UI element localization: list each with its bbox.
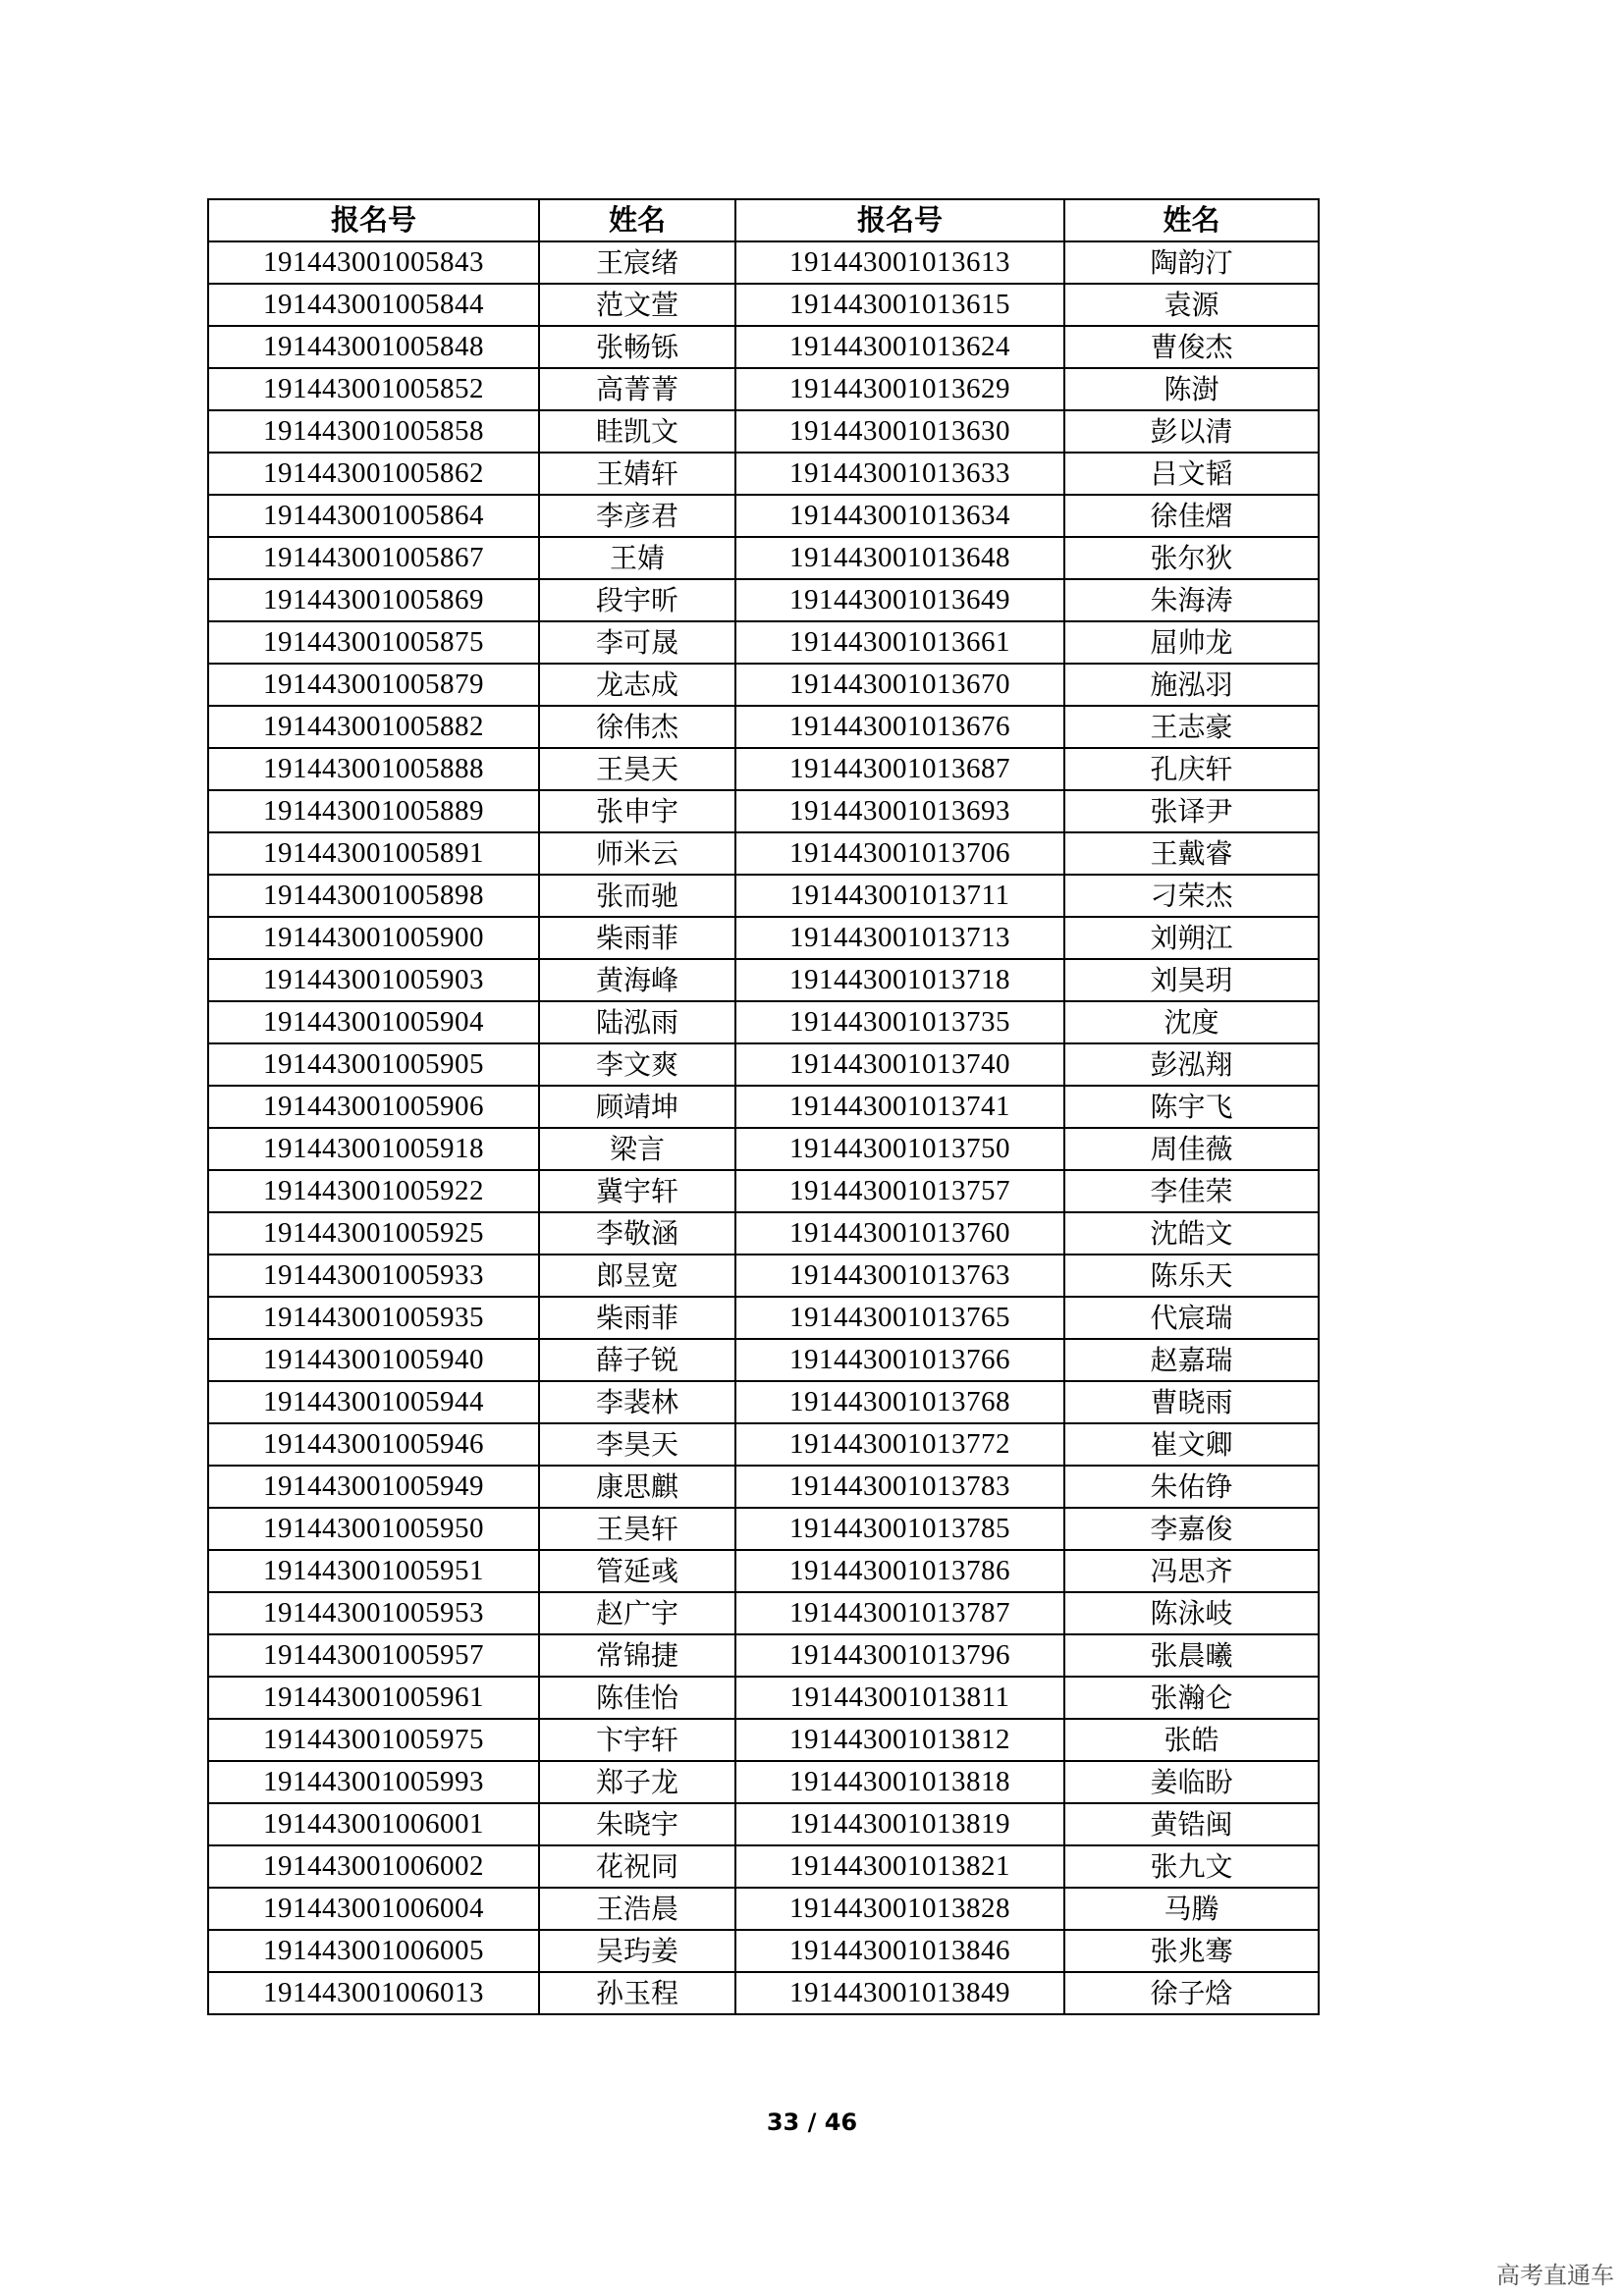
- registration-number-cell: 191443001013812: [735, 1719, 1064, 1761]
- registration-number-cell: 191443001013633: [735, 453, 1064, 495]
- table-row: [208, 1128, 1319, 1170]
- registration-number-cell: 191443001005862: [208, 453, 539, 495]
- name-cell: 李可晟: [539, 621, 735, 664]
- registration-number-cell: 191443001013783: [735, 1466, 1064, 1508]
- registration-number-cell: 191443001005879: [208, 664, 539, 706]
- registration-number-cell: 191443001013818: [735, 1761, 1064, 1803]
- name-cell: 张尔狄: [1064, 537, 1319, 579]
- name-cell: 孔庆轩: [1064, 748, 1319, 790]
- registration-number-cell: 191443001013615: [735, 284, 1064, 326]
- name-cell: 姜临盼: [1064, 1761, 1319, 1803]
- table-row: [208, 579, 1319, 621]
- name-cell: 陈乐天: [1064, 1255, 1319, 1297]
- registration-number-cell: 191443001005933: [208, 1255, 539, 1297]
- registration-number-cell: 191443001013760: [735, 1212, 1064, 1255]
- registration-number-cell: 191443001005993: [208, 1761, 539, 1803]
- registration-number-cell: 191443001005944: [208, 1381, 539, 1423]
- registration-number-cell: 191443001013757: [735, 1170, 1064, 1212]
- table-row: [208, 1255, 1319, 1297]
- registration-number-cell: 191443001005875: [208, 621, 539, 664]
- name-cell: 冯思齐: [1064, 1550, 1319, 1592]
- header-registration-number-2: 报名号: [735, 199, 1064, 241]
- registration-number-cell: 191443001013786: [735, 1550, 1064, 1592]
- registration-number-cell: 191443001005843: [208, 241, 539, 284]
- registration-number-cell: 191443001013787: [735, 1592, 1064, 1634]
- name-cell: 顾靖坤: [539, 1086, 735, 1128]
- name-cell: 张而驰: [539, 875, 735, 917]
- table-row: [208, 410, 1319, 453]
- registration-number-cell: 191443001005922: [208, 1170, 539, 1212]
- registration-number-cell: 191443001013763: [735, 1255, 1064, 1297]
- registration-number-cell: 191443001005906: [208, 1086, 539, 1128]
- table-row: [208, 1339, 1319, 1381]
- table-row: [208, 1297, 1319, 1339]
- registration-number-cell: 191443001005900: [208, 917, 539, 959]
- table-row: [208, 1086, 1319, 1128]
- name-cell: 王婧轩: [539, 453, 735, 495]
- name-cell: 陈宇飞: [1064, 1086, 1319, 1128]
- registration-number-cell: 191443001006005: [208, 1930, 539, 1972]
- header-row: [208, 199, 1319, 241]
- registration-number-cell: 191443001006013: [208, 1972, 539, 2014]
- name-cell: 沈度: [1064, 1001, 1319, 1043]
- name-cell: 王戴睿: [1064, 832, 1319, 875]
- name-cell: 花祝同: [539, 1845, 735, 1888]
- name-cell: 袁源: [1064, 284, 1319, 326]
- name-cell: 马腾: [1064, 1888, 1319, 1930]
- registration-number-cell: 191443001005925: [208, 1212, 539, 1255]
- table-row: [208, 1634, 1319, 1677]
- name-cell: 卞宇轩: [539, 1719, 735, 1761]
- table-row: [208, 832, 1319, 875]
- name-cell: 张瀚仑: [1064, 1677, 1319, 1719]
- registration-number-cell: 191443001013768: [735, 1381, 1064, 1423]
- page-number: 33 / 46: [766, 2109, 858, 2136]
- name-cell: 曹晓雨: [1064, 1381, 1319, 1423]
- registration-number-cell: 191443001005891: [208, 832, 539, 875]
- name-cell: 王志豪: [1064, 706, 1319, 748]
- table-row: [208, 664, 1319, 706]
- table-row: [208, 453, 1319, 495]
- registration-number-cell: 191443001013772: [735, 1423, 1064, 1466]
- name-cell: 黄海峰: [539, 959, 735, 1001]
- registration-number-cell: 191443001013687: [735, 748, 1064, 790]
- name-cell: 陈佳怡: [539, 1677, 735, 1719]
- registration-number-cell: 191443001013676: [735, 706, 1064, 748]
- name-cell: 梁言: [539, 1128, 735, 1170]
- registration-number-cell: 191443001013648: [735, 537, 1064, 579]
- registration-number-cell: 191443001013740: [735, 1043, 1064, 1086]
- name-cell: 朱晓宇: [539, 1803, 735, 1845]
- table-row: [208, 1972, 1319, 2014]
- registration-number-cell: 191443001013796: [735, 1634, 1064, 1677]
- table-row: [208, 1888, 1319, 1930]
- table-row: [208, 368, 1319, 410]
- name-cell: 张晨曦: [1064, 1634, 1319, 1677]
- name-cell: 代宸瑞: [1064, 1297, 1319, 1339]
- registration-number-cell: 191443001005864: [208, 495, 539, 537]
- registration-number-cell: 191443001013630: [735, 410, 1064, 453]
- watermark-text: 高考直通车: [1496, 2262, 1614, 2289]
- name-cell: 施泓羽: [1064, 664, 1319, 706]
- registration-number-cell: 191443001006002: [208, 1845, 539, 1888]
- table-row: [208, 748, 1319, 790]
- registration-number-cell: 191443001005882: [208, 706, 539, 748]
- name-cell: 眭凯文: [539, 410, 735, 453]
- name-cell: 李昊天: [539, 1423, 735, 1466]
- name-cell: 朱佑铮: [1064, 1466, 1319, 1508]
- registration-number-cell: 191443001005905: [208, 1043, 539, 1086]
- name-cell: 李彦君: [539, 495, 735, 537]
- name-cell: 曹俊杰: [1064, 326, 1319, 368]
- roster-table: [207, 198, 1320, 2015]
- table-row: [208, 1001, 1319, 1043]
- registration-number-cell: 191443001006001: [208, 1803, 539, 1845]
- name-cell: 吕文韬: [1064, 453, 1319, 495]
- table-row: [208, 1845, 1319, 1888]
- registration-number-cell: 191443001005950: [208, 1508, 539, 1550]
- name-cell: 孙玉程: [539, 1972, 735, 2014]
- table-row: [208, 1930, 1319, 1972]
- name-cell: 李敬涵: [539, 1212, 735, 1255]
- name-cell: 刘朔江: [1064, 917, 1319, 959]
- registration-number-cell: 191443001013811: [735, 1677, 1064, 1719]
- registration-number-cell: 191443001013629: [735, 368, 1064, 410]
- table-row: [208, 706, 1319, 748]
- registration-number-cell: 191443001013661: [735, 621, 1064, 664]
- name-cell: 彭泓翔: [1064, 1043, 1319, 1086]
- registration-number-cell: 191443001005858: [208, 410, 539, 453]
- table-row: [208, 1212, 1319, 1255]
- name-cell: 张兆骞: [1064, 1930, 1319, 1972]
- name-cell: 柴雨菲: [539, 917, 735, 959]
- name-cell: 李佳荣: [1064, 1170, 1319, 1212]
- name-cell: 陶韵汀: [1064, 241, 1319, 284]
- name-cell: 张皓: [1064, 1719, 1319, 1761]
- name-cell: 吴玙姜: [539, 1930, 735, 1972]
- header-name-2: 姓名: [1064, 199, 1319, 241]
- registration-number-cell: 191443001005953: [208, 1592, 539, 1634]
- table-row: [208, 1508, 1319, 1550]
- name-cell: 康思麒: [539, 1466, 735, 1508]
- table-row: [208, 790, 1319, 832]
- registration-number-cell: 191443001013765: [735, 1297, 1064, 1339]
- registration-number-cell: 191443001013766: [735, 1339, 1064, 1381]
- table-row: [208, 1592, 1319, 1634]
- name-cell: 李文爽: [539, 1043, 735, 1086]
- registration-number-cell: 191443001013624: [735, 326, 1064, 368]
- name-cell: 范文萱: [539, 284, 735, 326]
- table-row: [208, 1381, 1319, 1423]
- table-row: [208, 326, 1319, 368]
- name-cell: 王昊天: [539, 748, 735, 790]
- name-cell: 王宸绪: [539, 241, 735, 284]
- table-row: [208, 241, 1319, 284]
- name-cell: 龙志成: [539, 664, 735, 706]
- name-cell: 刁荣杰: [1064, 875, 1319, 917]
- table-row: [208, 495, 1319, 537]
- name-cell: 陈澍: [1064, 368, 1319, 410]
- registration-number-cell: 191443001013849: [735, 1972, 1064, 2014]
- registration-number-cell: 191443001013649: [735, 579, 1064, 621]
- table-row: [208, 537, 1319, 579]
- name-cell: 张申宇: [539, 790, 735, 832]
- table-row: [208, 1803, 1319, 1845]
- registration-number-cell: 191443001013711: [735, 875, 1064, 917]
- registration-number-cell: 191443001013693: [735, 790, 1064, 832]
- header-name-1: 姓名: [539, 199, 735, 241]
- registration-number-cell: 191443001013819: [735, 1803, 1064, 1845]
- registration-number-cell: 191443001005852: [208, 368, 539, 410]
- name-cell: 屈帅龙: [1064, 621, 1319, 664]
- name-cell: 朱海涛: [1064, 579, 1319, 621]
- registration-number-cell: 191443001013718: [735, 959, 1064, 1001]
- registration-number-cell: 191443001005869: [208, 579, 539, 621]
- name-cell: 段宇昕: [539, 579, 735, 621]
- name-cell: 师米云: [539, 832, 735, 875]
- registration-number-cell: 191443001013846: [735, 1930, 1064, 1972]
- name-cell: 陆泓雨: [539, 1001, 735, 1043]
- registration-number-cell: 191443001005848: [208, 326, 539, 368]
- registration-number-cell: 191443001013741: [735, 1086, 1064, 1128]
- name-cell: 赵广宇: [539, 1592, 735, 1634]
- table-row: [208, 959, 1319, 1001]
- registration-number-cell: 191443001005903: [208, 959, 539, 1001]
- table-row: [208, 621, 1319, 664]
- name-cell: 黄锆闽: [1064, 1803, 1319, 1845]
- registration-number-cell: 191443001013713: [735, 917, 1064, 959]
- registration-number-cell: 191443001013670: [735, 664, 1064, 706]
- registration-number-cell: 191443001013634: [735, 495, 1064, 537]
- registration-number-cell: 191443001013821: [735, 1845, 1064, 1888]
- name-cell: 高菁菁: [539, 368, 735, 410]
- registration-number-cell: 191443001006004: [208, 1888, 539, 1930]
- table-row: [208, 1677, 1319, 1719]
- name-cell: 赵嘉瑞: [1064, 1339, 1319, 1381]
- table-row: [208, 1719, 1319, 1761]
- registration-number-cell: 191443001005935: [208, 1297, 539, 1339]
- registration-number-cell: 191443001013828: [735, 1888, 1064, 1930]
- registration-number-cell: 191443001005951: [208, 1550, 539, 1592]
- table-row: [208, 1423, 1319, 1466]
- name-cell: 周佳薇: [1064, 1128, 1319, 1170]
- registration-number-cell: 191443001013613: [735, 241, 1064, 284]
- table-row: [208, 1466, 1319, 1508]
- registration-number-cell: 191443001005918: [208, 1128, 539, 1170]
- name-cell: 徐子焓: [1064, 1972, 1319, 2014]
- registration-number-cell: 191443001005867: [208, 537, 539, 579]
- registration-number-cell: 191443001005888: [208, 748, 539, 790]
- name-cell: 陈泳岐: [1064, 1592, 1319, 1634]
- registration-number-cell: 191443001013706: [735, 832, 1064, 875]
- table-row: [208, 875, 1319, 917]
- table-row: [208, 1043, 1319, 1086]
- registration-number-cell: 191443001005898: [208, 875, 539, 917]
- name-cell: 徐伟杰: [539, 706, 735, 748]
- name-cell: 郎昱宽: [539, 1255, 735, 1297]
- table-row: [208, 917, 1319, 959]
- name-cell: 冀宇轩: [539, 1170, 735, 1212]
- name-cell: 管延彧: [539, 1550, 735, 1592]
- name-cell: 李裴林: [539, 1381, 735, 1423]
- name-cell: 王婧: [539, 537, 735, 579]
- name-cell: 张译尹: [1064, 790, 1319, 832]
- registration-number-cell: 191443001005961: [208, 1677, 539, 1719]
- table-row: [208, 1761, 1319, 1803]
- roster-body: [208, 241, 1319, 2014]
- table-row: [208, 1170, 1319, 1212]
- name-cell: 张九文: [1064, 1845, 1319, 1888]
- registration-number-cell: 191443001005904: [208, 1001, 539, 1043]
- table-row: [208, 284, 1319, 326]
- registration-number-cell: 191443001005957: [208, 1634, 539, 1677]
- name-cell: 沈皓文: [1064, 1212, 1319, 1255]
- registration-number-cell: 191443001005946: [208, 1423, 539, 1466]
- name-cell: 彭以清: [1064, 410, 1319, 453]
- name-cell: 崔文卿: [1064, 1423, 1319, 1466]
- registration-number-cell: 191443001013735: [735, 1001, 1064, 1043]
- header-registration-number-1: 报名号: [208, 199, 539, 241]
- registration-number-cell: 191443001005975: [208, 1719, 539, 1761]
- name-cell: 柴雨菲: [539, 1297, 735, 1339]
- registration-number-cell: 191443001005844: [208, 284, 539, 326]
- table-row: [208, 1550, 1319, 1592]
- name-cell: 张畅铄: [539, 326, 735, 368]
- registration-number-cell: 191443001005889: [208, 790, 539, 832]
- name-cell: 薛子锐: [539, 1339, 735, 1381]
- registration-number-cell: 191443001013785: [735, 1508, 1064, 1550]
- name-cell: 徐佳熠: [1064, 495, 1319, 537]
- name-cell: 刘昊玥: [1064, 959, 1319, 1001]
- registration-number-cell: 191443001005940: [208, 1339, 539, 1381]
- registration-number-cell: 191443001005949: [208, 1466, 539, 1508]
- registration-number-cell: 191443001013750: [735, 1128, 1064, 1170]
- name-cell: 王昊轩: [539, 1508, 735, 1550]
- name-cell: 王浩晨: [539, 1888, 735, 1930]
- name-cell: 常锦捷: [539, 1634, 735, 1677]
- name-cell: 李嘉俊: [1064, 1508, 1319, 1550]
- name-cell: 郑子龙: [539, 1761, 735, 1803]
